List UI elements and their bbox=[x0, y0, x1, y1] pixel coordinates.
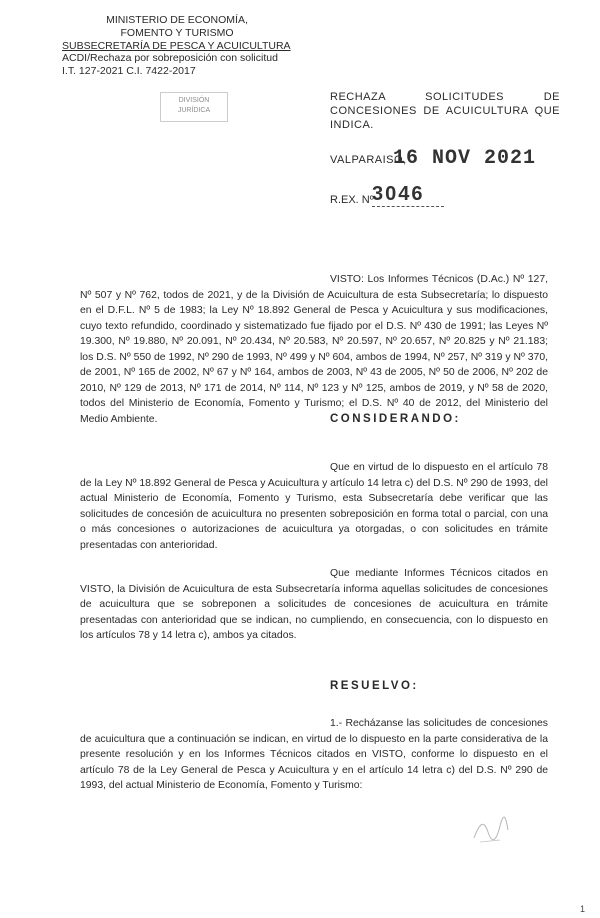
resolution-number: 3046 bbox=[372, 183, 425, 205]
document-subject: RECHAZA SOLICITUDES DE CONCESIONES DE ACUICULTURA QUE INDICA. bbox=[330, 91, 560, 131]
resolution-number-underline bbox=[372, 206, 444, 207]
signature-scribble bbox=[470, 812, 510, 846]
considerando-paragraph-2: Que mediante Informes Técnicos citados en VISTO, la División de Acuicultura de esta Subsecretaría informa aquellas solicitudes de concesiones de acuicultura que se sobreponen a solicitudes de concesiones de acuicultura en trámite presentadas con anterioridad que se indican, no cumpliendo, en consecuencia, con lo dispuesto en los artículos 78 y 14 letra c), ambos ya citados. bbox=[80, 568, 548, 641]
page-number: 1 bbox=[580, 904, 586, 914]
considerando-heading: CONSIDERANDO: bbox=[330, 413, 461, 425]
considerando-paragraph-1: Que en virtud de lo dispuesto en el artículo 78 de la Ley Nº 18.892 General de Pesca y Acuicultura y artículo 14 letra c) del D.S. Nº 290 de 1993, del actual Ministerio de Economía, Fomento y Turismo, esta Subsecretaría debe verificar que las solicitudes de concesión de acuicultura no presenten sobreposición en forma total o parcial, con una o más concesiones o autorizaciones de acuicultura ya otorgadas, o con solicitudes en trámite presentadas con anterioridad. bbox=[80, 462, 548, 551]
stamp-line-2: JURÍDICA bbox=[177, 107, 211, 114]
signature-icon bbox=[470, 812, 510, 846]
resuelvo-heading: RESUELVO: bbox=[330, 680, 419, 692]
visto-paragraph: VISTO: Los Informes Técnicos (D.Ac.) Nº 127, Nº 507 y Nº 762, todos de 2021, y de la División de Acuicultura de esta Subsecretaría; lo dispuesto en el D.F.L. Nº 5 de 1983; la Ley Nº 18.892 General de Pesca y Acuicultura y sus modificaciones, cuyo texto refundido, coordinado y sistematizado fue fijado por el D.S. Nº 430 de 1991; las Leyes Nº 19.300, Nº 19.880, Nº 20.091, Nº 20.434, Nº 20.583, Nº 20.597, Nº 20.657, Nº 20.825 y Nº 21.183; los D.S. Nº 550 de 1992, Nº 290 de 1993, Nº 499 y Nº 604, ambos de 1994, Nº 257, Nº 319 y Nº 370, de 2001, Nº 165 de 2002, Nº 67 y Nº 164, ambos de 2003, Nº 43 de 2005, Nº 50 de 2006, Nº 202 de 2010, Nº 129 de 2013, Nº 171 de 2014, Nº 114, Nº 123 y Nº 125, ambos de 2019, y Nº 58 de 2020, todos del Ministerio de Economía, Fomento y Turismo; el D.S. Nº 40 de 2012, del Ministerio del Medio Ambiente. bbox=[80, 274, 548, 425]
reference-line-2: I.T. 127-2021 C.I. 7422-2017 bbox=[62, 65, 196, 78]
resolution-label: R.EX. Nº bbox=[330, 194, 374, 206]
reference-line-1: ACDI/Rechaza por sobreposición con solicitud bbox=[62, 52, 278, 65]
ministry-line-1: MINISTERIO DE ECONOMÍA, bbox=[106, 14, 248, 26]
ministry-line-2: FOMENTO Y TURISMO bbox=[120, 26, 234, 39]
division-stamp bbox=[160, 92, 228, 122]
date-stamp: 16 NOV 2021 bbox=[393, 147, 537, 170]
undersecretariat-line: SUBSECRETARÍA DE PESCA Y ACUICULTURA bbox=[62, 39, 291, 52]
place-label: VALPARAISO, bbox=[330, 154, 407, 166]
resuelvo-paragraph-1: 1.- Recházanse las solicitudes de concesiones de acuicultura que a continuación se indican, en virtud de lo dispuesto en la parte considerativa de la presente resolución y en los Informes Técnicos citados en VISTO, conforme lo dispuesto en el artículo 78 de la Ley General de Pesca y Acuicultura y en el artículo 14 letra c) del D.S. Nº 290 de 1993, del actual Ministerio de Economía, Fomento y Turismo: bbox=[80, 718, 548, 791]
letterhead bbox=[62, 14, 292, 78]
stamp-line-1: DIVISIÓN bbox=[178, 97, 210, 104]
